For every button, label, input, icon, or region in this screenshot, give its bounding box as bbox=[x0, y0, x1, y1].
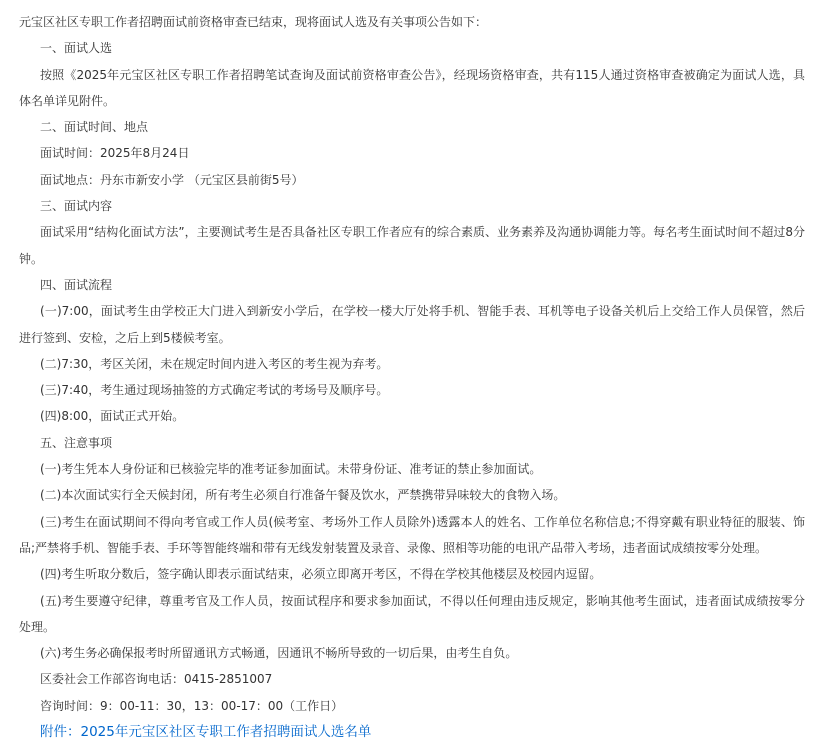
attachment-link[interactable]: 附件：2025年元宝区社区专职工作者招聘面试人选名单 bbox=[40, 724, 372, 741]
note-1: (一)考生凭本人身份证和已核验完毕的准考证参加面试。未带身份证、准考证的禁止参加面试。 bbox=[40, 462, 542, 477]
interview-location: 面试地点：丹东市新安小学 （元宝区县前街5号） bbox=[40, 172, 304, 187]
note-2: (二)本次面试实行全天候封闭，所有考生必须自行准备午餐及饮水，严禁携带异味较大的食物入场。 bbox=[40, 488, 566, 503]
section-heading-procedure: 四、面试流程 bbox=[40, 277, 113, 292]
section-heading-candidates: 一、面试人选 bbox=[40, 41, 113, 56]
section-heading-content: 三、面试内容 bbox=[40, 199, 113, 214]
interview-date: 面试时间：2025年8月24日 bbox=[40, 146, 190, 161]
intro-paragraph: 元宝区社区专职工作者招聘面试前资格审查已结束，现将面试人选及有关事项公告如下： bbox=[19, 15, 488, 29]
content-paragraph: 面试采用“结构化面试方法”，主要测试考生是否具备社区专职工作者应有的综合素质、业务素养及沟通协调能力等。每名考生面试时间不超过8分钟。 bbox=[19, 225, 805, 266]
note-6: (六)考生务必确保报考时所留通讯方式畅通，因通讯不畅所导致的一切后果，由考生自负。 bbox=[40, 646, 518, 661]
note-4: (四)考生听取分数后，签字确认即表示面试结束，必须立即离开考区，不得在学校其他楼层及校园内逗留。 bbox=[40, 567, 602, 582]
candidates-paragraph: 按照《2025年元宝区社区专职工作者招聘笔试查询及面试前资格审查公告》，经现场资格审查，共有115人通过资格审查被确定为面试人选，具体名单详见附件。 bbox=[19, 67, 805, 108]
note-5: (五)考生要遵守纪律，尊重考官及工作人员，按面试程序和要求参加面试，不得以任何理由违反规定，影响其他考生面试，违者面试成绩按零分处理。 bbox=[19, 593, 805, 634]
procedure-step-2: (二)7:30，考区关闭，未在规定时间内进入考区的考生视为弃考。 bbox=[40, 356, 389, 371]
procedure-step-1: (一)7:00，面试考生由学校正大门进入到新安小学后，在学校一楼大厅处将手机、智能手表、耳机等电子设备关机后上交给工作人员保管，然后进行签到、安检，之后上到5楼候考室。 bbox=[19, 304, 805, 345]
contact-phone: 区委社会工作部咨询电话：0415-2851007 bbox=[40, 672, 273, 687]
contact-hours: 咨询时间：9：00-11：30，13：00-17：00（工作日） bbox=[40, 698, 344, 713]
note-3: (三)考生在面试期间不得向考官或工作人员(候考室、考场外工作人员除外)透露本人的姓名、工作单位名称信息;不得穿戴有职业特征的服装、饰品;严禁将手机、智能手表、手环等智能终端和带有无线发射装置及录音、录像、照相等功能的电讯产品带入考场，违者面试成绩按零分处理。 bbox=[19, 514, 805, 555]
procedure-step-3: (三)7:40，考生通过现场抽签的方式确定考试的考场号及顺序号。 bbox=[40, 383, 389, 398]
section-heading-notes: 五、注意事项 bbox=[40, 435, 113, 450]
procedure-step-4: (四)8:00，面试正式开始。 bbox=[40, 409, 185, 424]
section-heading-time-place: 二、面试时间、地点 bbox=[40, 120, 149, 135]
